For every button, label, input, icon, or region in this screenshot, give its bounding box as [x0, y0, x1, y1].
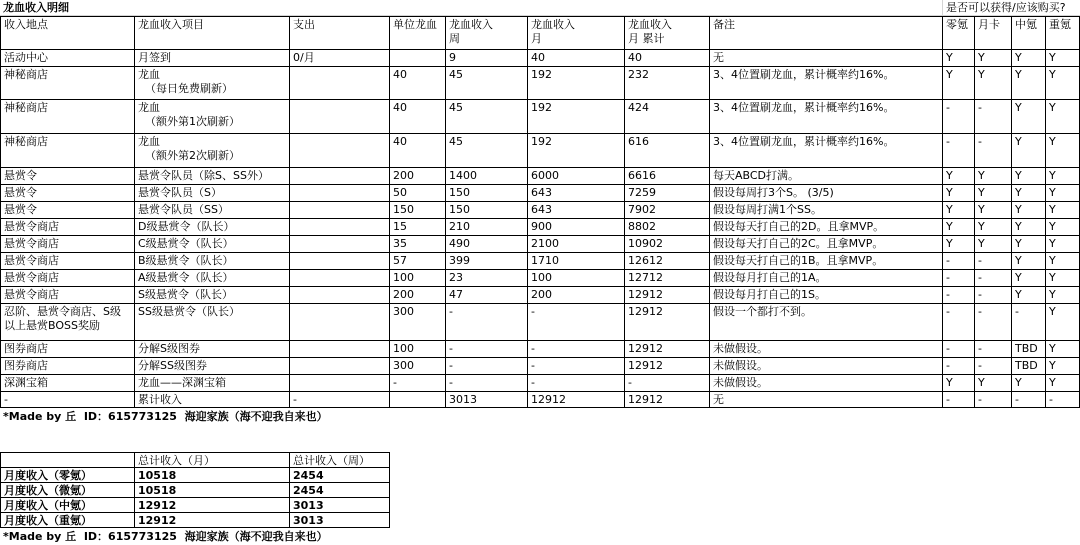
table-cell[interactable]: 神秘商店 — [0, 100, 135, 134]
table-cell[interactable]: 45 — [446, 67, 528, 100]
table-cell[interactable]: SS级悬赏令（队长） — [135, 304, 290, 341]
table-cell[interactable]: 12612 — [625, 253, 710, 270]
table-cell[interactable]: 龙血 （额外第1次刷新） — [135, 100, 290, 134]
table-cell[interactable] — [290, 270, 390, 287]
summary-cell[interactable]: 10518 — [135, 483, 290, 498]
table-cell[interactable]: 424 — [625, 100, 710, 134]
summary-cell[interactable]: 月度收入（中氪） — [0, 498, 135, 513]
table-cell[interactable]: - — [975, 392, 1012, 408]
table-cell[interactable] — [290, 304, 390, 341]
table-cell[interactable] — [290, 185, 390, 202]
credit-line[interactable]: *Made by 丘 ID：615773125 海迎家族（海不迎我自来也） — [3, 410, 328, 423]
table-cell[interactable]: - — [528, 304, 625, 341]
table-cell[interactable]: 100 — [528, 270, 625, 287]
table-cell[interactable]: Y — [1046, 253, 1080, 270]
table-cell[interactable]: Y — [1046, 287, 1080, 304]
table-cell[interactable]: Y — [1046, 236, 1080, 253]
table-cell[interactable]: 2100 — [528, 236, 625, 253]
header-cell[interactable]: 零氪 — [943, 16, 975, 50]
table-cell[interactable] — [290, 287, 390, 304]
table-cell[interactable]: 假设每天打自己的2D。且拿MVP。 — [710, 219, 943, 236]
table-cell[interactable]: 40 — [390, 100, 446, 134]
table-cell[interactable]: Y — [975, 67, 1012, 100]
table-cell[interactable]: - — [528, 375, 625, 392]
table-cell[interactable]: Y — [1012, 185, 1046, 202]
table-cell[interactable]: 1710 — [528, 253, 625, 270]
table-cell[interactable]: 40 — [390, 134, 446, 168]
summary-header-cell[interactable]: 总计收入（周） — [290, 452, 390, 468]
header-cell[interactable]: 支出 — [290, 16, 390, 50]
table-cell[interactable]: 40 — [528, 50, 625, 67]
table-cell[interactable]: Y — [1012, 50, 1046, 67]
table-cell[interactable] — [290, 168, 390, 185]
summary-header-cell[interactable]: 总计收入（月） — [135, 452, 290, 468]
summary-cell[interactable]: 12912 — [135, 498, 290, 513]
table-cell[interactable] — [390, 50, 446, 67]
table-cell[interactable]: - — [1012, 392, 1046, 408]
sheet-title[interactable]: 龙血收入明细 — [0, 0, 943, 16]
header-cell[interactable]: 中氪 — [1012, 16, 1046, 50]
table-cell[interactable]: - — [975, 304, 1012, 341]
table-cell[interactable]: 分解SS级图券 — [135, 358, 290, 375]
table-cell[interactable] — [290, 219, 390, 236]
table-cell[interactable]: 12912 — [625, 341, 710, 358]
table-cell[interactable]: 假设一个都打不到。 — [710, 304, 943, 341]
table-cell[interactable]: 悬赏令商店 — [0, 287, 135, 304]
table-cell[interactable]: Y — [1046, 67, 1080, 100]
table-cell[interactable]: - — [446, 358, 528, 375]
table-cell[interactable]: Y — [1012, 100, 1046, 134]
table-cell[interactable]: 3013 — [446, 392, 528, 408]
table-cell[interactable]: - — [446, 304, 528, 341]
table-cell[interactable]: 假设每天打自己的2C。且拿MVP。 — [710, 236, 943, 253]
table-cell[interactable]: 12912 — [625, 287, 710, 304]
table-cell[interactable]: 57 — [390, 253, 446, 270]
table-cell[interactable]: 深渊宝箱 — [0, 375, 135, 392]
table-cell[interactable]: Y — [943, 202, 975, 219]
table-cell[interactable]: 35 — [390, 236, 446, 253]
table-cell[interactable]: 假设每月打自己的1A。 — [710, 270, 943, 287]
table-cell[interactable]: 未做假设。 — [710, 358, 943, 375]
table-cell[interactable]: Y — [1046, 100, 1080, 134]
table-cell[interactable]: - — [943, 100, 975, 134]
table-cell[interactable]: 490 — [446, 236, 528, 253]
table-cell[interactable]: 假设每天打自己的1B。且拿MVP。 — [710, 253, 943, 270]
table-cell[interactable]: Y — [943, 168, 975, 185]
table-cell[interactable]: 龙血 （每日免费刷新） — [135, 67, 290, 100]
header-cell[interactable]: 备注 — [710, 16, 943, 50]
table-cell[interactable]: 7902 — [625, 202, 710, 219]
table-cell[interactable]: Y — [1012, 270, 1046, 287]
table-cell[interactable]: 未做假设。 — [710, 375, 943, 392]
table-cell[interactable]: 200 — [390, 168, 446, 185]
table-cell[interactable]: Y — [943, 236, 975, 253]
table-cell[interactable]: Y — [943, 67, 975, 100]
table-cell[interactable]: Y — [1012, 375, 1046, 392]
table-cell[interactable]: - — [943, 287, 975, 304]
header-cell[interactable]: 龙血收入项目 — [135, 16, 290, 50]
table-cell[interactable]: Y — [975, 219, 1012, 236]
table-cell[interactable]: 悬赏令商店 — [0, 253, 135, 270]
table-cell[interactable]: Y — [1012, 168, 1046, 185]
table-cell[interactable]: - — [943, 304, 975, 341]
table-cell[interactable]: 悬赏令商店 — [0, 236, 135, 253]
table-cell[interactable]: Y — [1046, 358, 1080, 375]
summary-cell[interactable]: 10518 — [135, 468, 290, 483]
table-cell[interactable]: - — [528, 358, 625, 375]
table-cell[interactable]: 616 — [625, 134, 710, 168]
header-cell[interactable]: 单位龙血 — [390, 16, 446, 50]
table-cell[interactable]: - — [943, 253, 975, 270]
table-cell[interactable]: Y — [1012, 287, 1046, 304]
table-cell[interactable]: 悬赏令 — [0, 202, 135, 219]
table-cell[interactable]: - — [943, 358, 975, 375]
table-cell[interactable]: 40 — [625, 50, 710, 67]
table-cell[interactable]: Y — [1046, 375, 1080, 392]
table-cell[interactable]: 每天ABCD打满。 — [710, 168, 943, 185]
table-cell[interactable]: S级悬赏令（队长） — [135, 287, 290, 304]
table-cell[interactable]: 192 — [528, 100, 625, 134]
table-cell[interactable]: - — [528, 341, 625, 358]
header-cell[interactable]: 重氪 — [1046, 16, 1080, 50]
table-cell[interactable]: 45 — [446, 134, 528, 168]
table-cell[interactable]: Y — [1046, 168, 1080, 185]
table-cell[interactable] — [290, 358, 390, 375]
credit-line[interactable]: *Made by 丘 ID：615773125 海迎家族（海不迎我自来也） — [3, 530, 328, 543]
table-cell[interactable]: - — [943, 341, 975, 358]
table-cell[interactable]: 龙血 （额外第2次刷新） — [135, 134, 290, 168]
header-cell[interactable]: 龙血收入 月 累计 — [625, 16, 710, 50]
table-cell[interactable]: 192 — [528, 134, 625, 168]
table-cell[interactable]: C级悬赏令（队长） — [135, 236, 290, 253]
table-cell[interactable]: Y — [1012, 219, 1046, 236]
summary-cell[interactable]: 2454 — [290, 468, 390, 483]
table-cell[interactable]: - — [290, 392, 390, 408]
table-cell[interactable]: 悬赏令商店 — [0, 219, 135, 236]
table-cell[interactable]: Y — [1046, 202, 1080, 219]
table-cell[interactable]: Y — [975, 202, 1012, 219]
table-cell[interactable]: 分解S级图券 — [135, 341, 290, 358]
table-cell[interactable]: Y — [975, 185, 1012, 202]
table-cell[interactable]: Y — [1046, 134, 1080, 168]
table-cell[interactable]: Y — [1046, 219, 1080, 236]
table-cell[interactable]: 900 — [528, 219, 625, 236]
table-cell[interactable]: 无 — [710, 50, 943, 67]
table-cell[interactable]: 12912 — [625, 358, 710, 375]
table-cell[interactable]: 200 — [390, 287, 446, 304]
table-cell[interactable]: 未做假设。 — [710, 341, 943, 358]
table-cell[interactable]: 月签到 — [135, 50, 290, 67]
table-cell[interactable]: 45 — [446, 100, 528, 134]
table-cell[interactable]: 399 — [446, 253, 528, 270]
table-cell[interactable]: Y — [975, 50, 1012, 67]
table-cell[interactable]: - — [975, 134, 1012, 168]
table-cell[interactable]: 3、4位置刷龙血，累计概率约16%。 — [710, 100, 943, 134]
table-cell[interactable]: D级悬赏令（队长） — [135, 219, 290, 236]
table-cell[interactable]: 神秘商店 — [0, 134, 135, 168]
table-cell[interactable]: 悬赏令 — [0, 185, 135, 202]
table-cell[interactable]: 龙血——深渊宝箱 — [135, 375, 290, 392]
table-cell[interactable]: 7259 — [625, 185, 710, 202]
table-cell[interactable]: 643 — [528, 185, 625, 202]
table-cell[interactable]: Y — [1012, 253, 1046, 270]
table-cell[interactable]: Y — [943, 219, 975, 236]
table-cell[interactable]: 神秘商店 — [0, 67, 135, 100]
table-cell[interactable]: 悬赏令 — [0, 168, 135, 185]
table-cell[interactable]: 假设每周打3个S。 (3/5) — [710, 185, 943, 202]
table-cell[interactable]: 假设每周打满1个SS。 — [710, 202, 943, 219]
table-cell[interactable]: 150 — [446, 185, 528, 202]
table-cell[interactable]: 图券商店 — [0, 341, 135, 358]
table-cell[interactable]: 累计收入 — [135, 392, 290, 408]
table-cell[interactable] — [290, 253, 390, 270]
table-cell[interactable]: 无 — [710, 392, 943, 408]
table-cell[interactable]: 6000 — [528, 168, 625, 185]
table-cell[interactable]: - — [975, 100, 1012, 134]
table-cell[interactable]: 12912 — [625, 392, 710, 408]
table-cell[interactable]: Y — [1046, 270, 1080, 287]
top-right-note[interactable]: 是否可以获得/应该购买? — [943, 0, 1080, 16]
table-cell[interactable]: 12912 — [625, 304, 710, 341]
table-cell[interactable]: 23 — [446, 270, 528, 287]
summary-cell[interactable]: 3013 — [290, 513, 390, 528]
table-cell[interactable]: 100 — [390, 341, 446, 358]
table-cell[interactable]: - — [625, 375, 710, 392]
table-cell[interactable]: 643 — [528, 202, 625, 219]
table-cell[interactable]: - — [1046, 392, 1080, 408]
summary-cell[interactable]: 月度收入（微氪） — [0, 483, 135, 498]
table-cell[interactable]: Y — [1012, 67, 1046, 100]
summary-cell[interactable]: 3013 — [290, 498, 390, 513]
summary-cell[interactable]: 月度收入（重氪） — [0, 513, 135, 528]
table-cell[interactable]: - — [975, 287, 1012, 304]
table-cell[interactable]: Y — [1012, 202, 1046, 219]
table-cell[interactable]: 0/月 — [290, 50, 390, 67]
table-cell[interactable]: - — [943, 270, 975, 287]
table-cell[interactable] — [290, 202, 390, 219]
table-cell[interactable]: Y — [943, 50, 975, 67]
table-cell[interactable]: 悬赏令商店 — [0, 270, 135, 287]
table-cell[interactable]: A级悬赏令（队长） — [135, 270, 290, 287]
table-cell[interactable]: Y — [1046, 50, 1080, 67]
header-cell[interactable]: 收入地点 — [0, 16, 135, 50]
table-cell[interactable]: Y — [1012, 236, 1046, 253]
table-cell[interactable]: Y — [1046, 304, 1080, 341]
table-cell[interactable]: 8802 — [625, 219, 710, 236]
table-cell[interactable]: Y — [975, 168, 1012, 185]
table-cell[interactable]: 150 — [446, 202, 528, 219]
table-cell[interactable]: - — [390, 375, 446, 392]
table-cell[interactable]: 210 — [446, 219, 528, 236]
header-cell[interactable]: 月卡 — [975, 16, 1012, 50]
table-cell[interactable]: 200 — [528, 287, 625, 304]
table-cell[interactable]: 图券商店 — [0, 358, 135, 375]
table-cell[interactable]: 15 — [390, 219, 446, 236]
table-cell[interactable]: TBD — [1012, 341, 1046, 358]
table-cell[interactable]: Y — [1046, 341, 1080, 358]
table-cell[interactable]: 192 — [528, 67, 625, 100]
summary-header-cell[interactable] — [0, 452, 135, 468]
table-cell[interactable]: 悬赏令队员（S） — [135, 185, 290, 202]
table-cell[interactable]: - — [446, 375, 528, 392]
table-cell[interactable]: - — [943, 134, 975, 168]
table-cell[interactable]: 6616 — [625, 168, 710, 185]
table-cell[interactable]: 12912 — [528, 392, 625, 408]
table-cell[interactable]: - — [975, 358, 1012, 375]
header-cell[interactable]: 龙血收入 月 — [528, 16, 625, 50]
table-cell[interactable]: Y — [1012, 134, 1046, 168]
table-cell[interactable]: - — [975, 341, 1012, 358]
table-cell[interactable]: - — [943, 392, 975, 408]
table-cell[interactable]: 50 — [390, 185, 446, 202]
table-cell[interactable]: 3、4位置刷龙血，累计概率约16%。 — [710, 67, 943, 100]
table-cell[interactable] — [290, 67, 390, 100]
table-cell[interactable]: 悬赏令队员（除S、SS外） — [135, 168, 290, 185]
table-cell[interactable]: 100 — [390, 270, 446, 287]
table-cell[interactable]: 活动中心 — [0, 50, 135, 67]
summary-cell[interactable]: 月度收入（零氪） — [0, 468, 135, 483]
table-cell[interactable]: 1400 — [446, 168, 528, 185]
table-cell[interactable]: Y — [943, 185, 975, 202]
header-cell[interactable]: 龙血收入 周 — [446, 16, 528, 50]
table-cell[interactable]: TBD — [1012, 358, 1046, 375]
table-cell[interactable]: 232 — [625, 67, 710, 100]
table-cell[interactable]: 12712 — [625, 270, 710, 287]
table-cell[interactable]: - — [0, 392, 135, 408]
table-cell[interactable]: 假设每月打自己的1S。 — [710, 287, 943, 304]
summary-cell[interactable]: 12912 — [135, 513, 290, 528]
table-cell[interactable]: 3、4位置刷龙血，累计概率约16%。 — [710, 134, 943, 168]
table-cell[interactable]: B级悬赏令（队长） — [135, 253, 290, 270]
table-cell[interactable]: Y — [975, 375, 1012, 392]
summary-cell[interactable]: 2454 — [290, 483, 390, 498]
table-cell[interactable] — [290, 134, 390, 168]
table-cell[interactable] — [290, 100, 390, 134]
table-cell[interactable]: Y — [1046, 185, 1080, 202]
table-cell[interactable]: 悬赏令队员（SS） — [135, 202, 290, 219]
table-cell[interactable]: 150 — [390, 202, 446, 219]
table-cell[interactable]: 47 — [446, 287, 528, 304]
table-cell[interactable] — [390, 392, 446, 408]
table-cell[interactable]: 忍阶、悬赏令商店、S级 以上悬赏BOSS奖励 — [0, 304, 135, 341]
table-cell[interactable]: 300 — [390, 304, 446, 341]
table-cell[interactable]: - — [975, 253, 1012, 270]
table-cell[interactable]: - — [446, 341, 528, 358]
table-cell[interactable] — [290, 236, 390, 253]
table-cell[interactable] — [290, 341, 390, 358]
table-cell[interactable]: - — [975, 270, 1012, 287]
table-cell[interactable]: Y — [975, 236, 1012, 253]
table-cell[interactable]: Y — [943, 375, 975, 392]
table-cell[interactable] — [290, 375, 390, 392]
table-cell[interactable]: 40 — [390, 67, 446, 100]
table-cell[interactable]: 9 — [446, 50, 528, 67]
table-cell[interactable]: - — [1012, 304, 1046, 341]
table-cell[interactable]: 300 — [390, 358, 446, 375]
table-cell[interactable]: 10902 — [625, 236, 710, 253]
